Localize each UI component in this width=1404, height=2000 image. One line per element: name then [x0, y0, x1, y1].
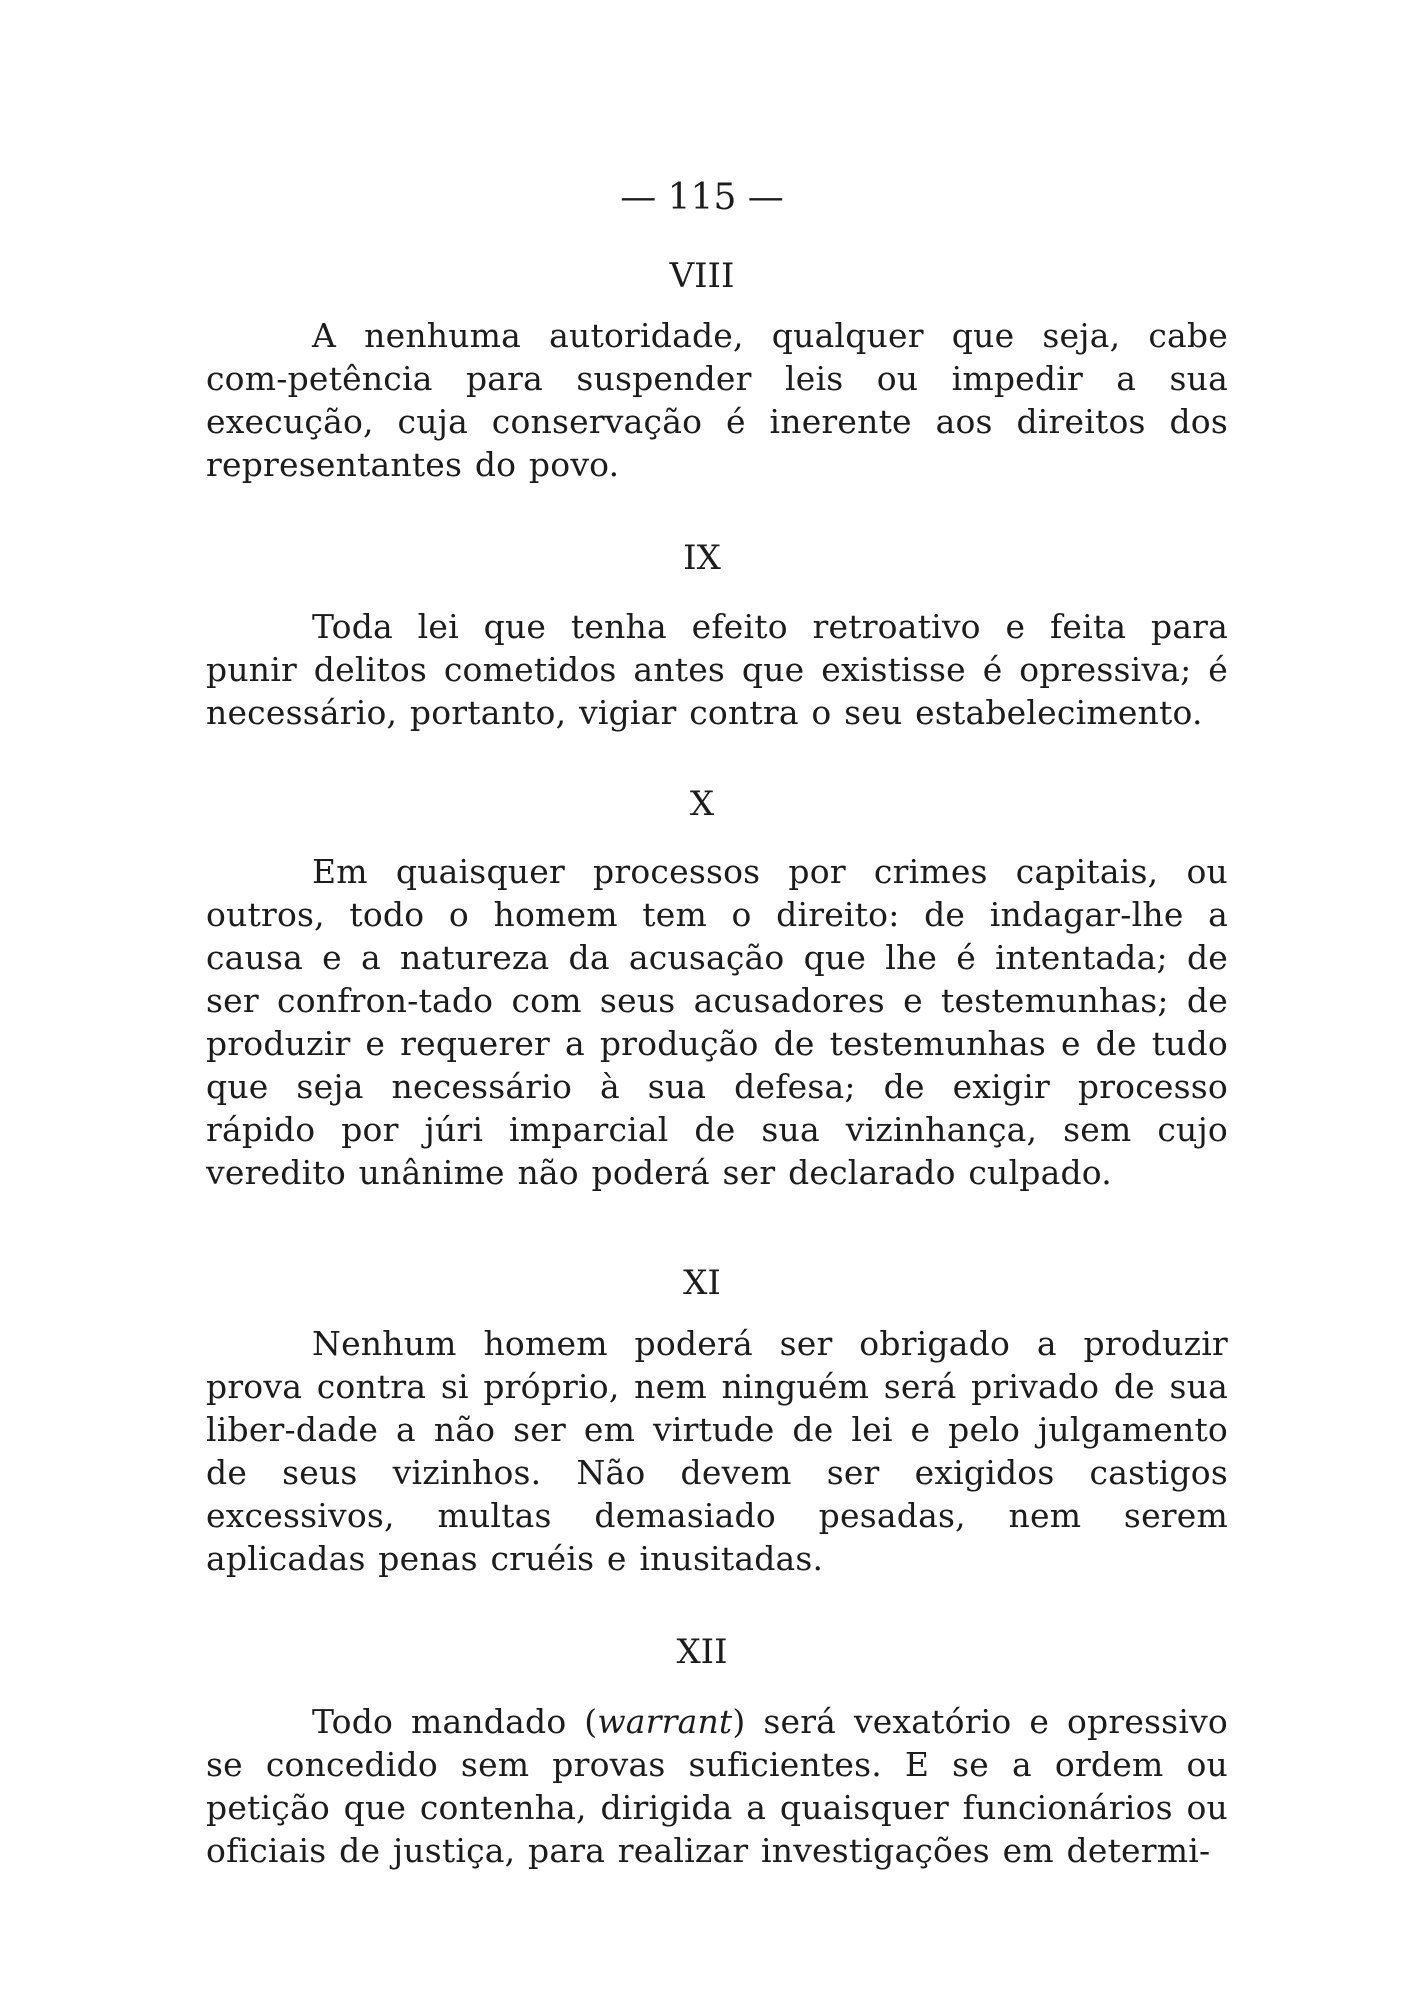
paragraph-xii-text-after: ) será vexatório e opressivo se concedido sem provas suficientes. E se a ordem ou petição que contenha, dirigida a quaisquer funcionários ou oficiais de justiça, para realizar investigações em determi-: [206, 1702, 1228, 1870]
paragraph-xii: [206, 1700, 1228, 1872]
paragraph-xii-italic-term: warrant: [597, 1702, 733, 1741]
paragraph-xii-text-before: Todo mandado (: [312, 1702, 598, 1741]
paragraph-x: Em quaisquer processos por crimes capitais, ou outros, todo o homem tem o direito: de indagar-lhe a causa e a natureza da acusação que lhe é intentada; de ser confron-tado com seus acusadores e testemunhas; de produzir e requerer a produção de testemunhas e de tudo que seja necessário à sua defesa; de exigir processo rápido por júri imparcial de sua vizinhança, sem cujo veredito unânime não poderá ser declarado culpado.: [206, 852, 1228, 1192]
section-heading-xii: XII: [676, 1632, 728, 1672]
page-number: — 115 —: [620, 177, 784, 218]
paragraph-viii: A nenhuma autoridade, qualquer que seja, cabe com-petência para suspender leis ou impedir a sua execução, cuja conservação é inerente aos direitos dos representantes do povo.: [206, 316, 1228, 484]
section-heading-xi: XI: [683, 1263, 721, 1303]
paragraph-xi: Nenhum homem poderá ser obrigado a produzir prova contra si próprio, nem ninguém será privado de sua liber-dade a não ser em virtude de lei e pelo julgamento de seus vizinhos. Não devem ser exigidos castigos excessivos, multas demasiado pesadas, nem serem aplicadas penas cruéis e inusitadas.: [206, 1324, 1228, 1578]
paragraph-ix: Toda lei que tenha efeito retroativo e feita para punir delitos cometidos antes que existisse é opressiva; é necessário, portanto, vigiar contra o seu estabelecimento.: [206, 607, 1228, 732]
section-heading-viii: VIII: [669, 256, 735, 296]
section-heading-x: X: [689, 784, 715, 824]
section-heading-ix: IX: [683, 538, 721, 578]
